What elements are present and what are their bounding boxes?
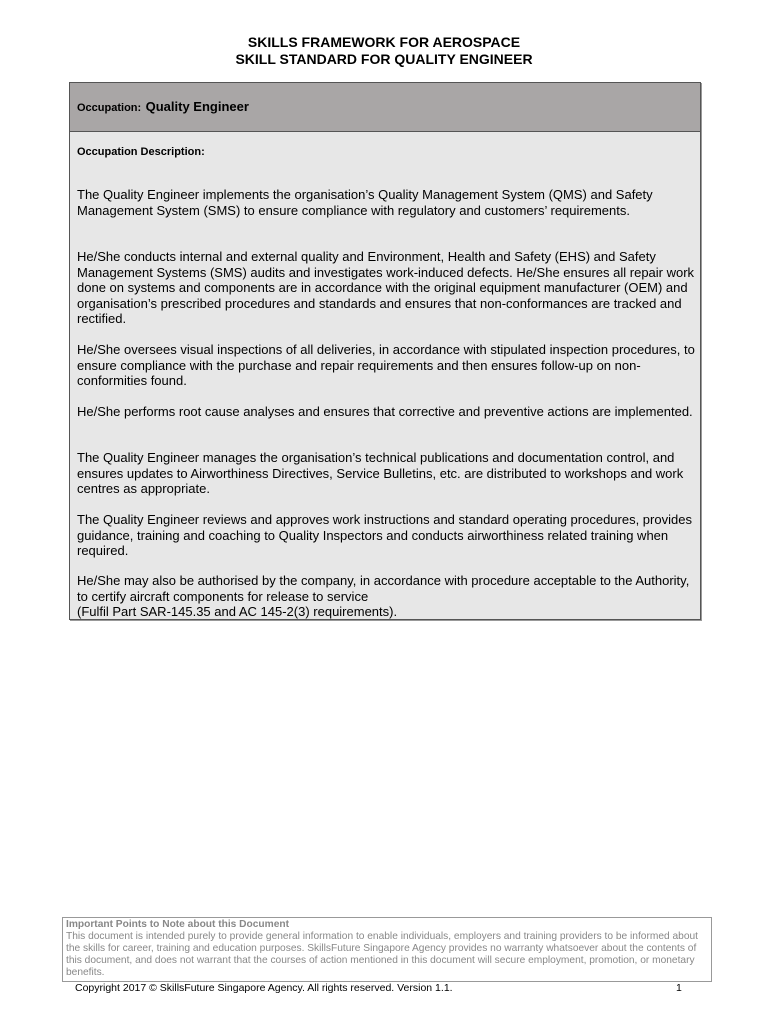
regulation-reference: (Fulfil Part SAR-145.35 and AC 145-2(3) requirements). bbox=[77, 604, 398, 619]
description-paragraph: He/She performs root cause analyses and ensures that corrective and preventive actions are implemented. bbox=[77, 404, 693, 419]
document-subtitle: SKILL STANDARD FOR QUALITY ENGINEER bbox=[235, 51, 533, 67]
occupation-row bbox=[70, 83, 700, 132]
page-number: 1 bbox=[676, 982, 682, 994]
occupation-label: Occupation: bbox=[77, 102, 142, 114]
description-paragraph: The Quality Engineer implements the organisation’s Quality Management System (QMS) and Safety Management System (SMS) to ensure compliance with regulatory and customers’ requirements. bbox=[77, 187, 653, 218]
certification-text: He/She may also be authorised by the company, in accordance with procedure acceptable to the Authority, to certify aircraft components for release to service bbox=[77, 573, 690, 604]
description-paragraph: The Quality Engineer reviews and approves work instructions and standard operating procedures, provides guidance, training and coaching to Quality Inspectors and conducts airworthiness related training when required. bbox=[77, 512, 692, 558]
description-cell bbox=[70, 132, 700, 619]
important-notice-box bbox=[62, 917, 712, 982]
description-paragraph: The Quality Engineer manages the organisation’s technical publications and documentation control, and ensures updates to Airworthiness Directives, Service Bulletins, etc. are distributed to workshops and work centres as appropriate. bbox=[77, 450, 684, 496]
description-paragraph: He/She oversees visual inspections of all deliveries, in accordance with stipulated inspection procedures, to ensure compliance with the purchase and repair requirements and then ensures follow-up on non-conformities found. bbox=[77, 342, 695, 388]
copyright-footer: Copyright 2017 © SkillsFuture Singapore Agency. All rights reserved. Version 1.1. bbox=[75, 982, 453, 994]
skill-standard-table bbox=[69, 82, 701, 620]
notice-body: This document is intended purely to provide general information to enable individuals, employers and training providers to be informed about the skills for career, training and education purposes. SkillsFuture Singapore Agency provides no warranty whatsoever about the contents of this document, and does not warrant that the courses of action mentioned in this document will secure employment, promotion, or monetary benefits. bbox=[66, 931, 698, 978]
description-label: Occupation Description: bbox=[77, 146, 205, 158]
notice-title: Important Points to Note about this Document bbox=[66, 919, 289, 930]
description-paragraph bbox=[77, 573, 697, 620]
occupation-value: Quality Engineer bbox=[145, 99, 249, 114]
document-title: SKILLS FRAMEWORK FOR AEROSPACE bbox=[247, 34, 521, 50]
description-paragraph: He/She conducts internal and external quality and Environment, Health and Safety (EHS) and Safety Management Systems (SMS) audits and investigates work-induced defects. He/She ensures all repair work done on systems and components are in accordance with the original equipment manufacturer (OEM) and organisation’s prescribed procedures and standards and ensures that non-conformances are tracked and rectified. bbox=[77, 249, 695, 326]
